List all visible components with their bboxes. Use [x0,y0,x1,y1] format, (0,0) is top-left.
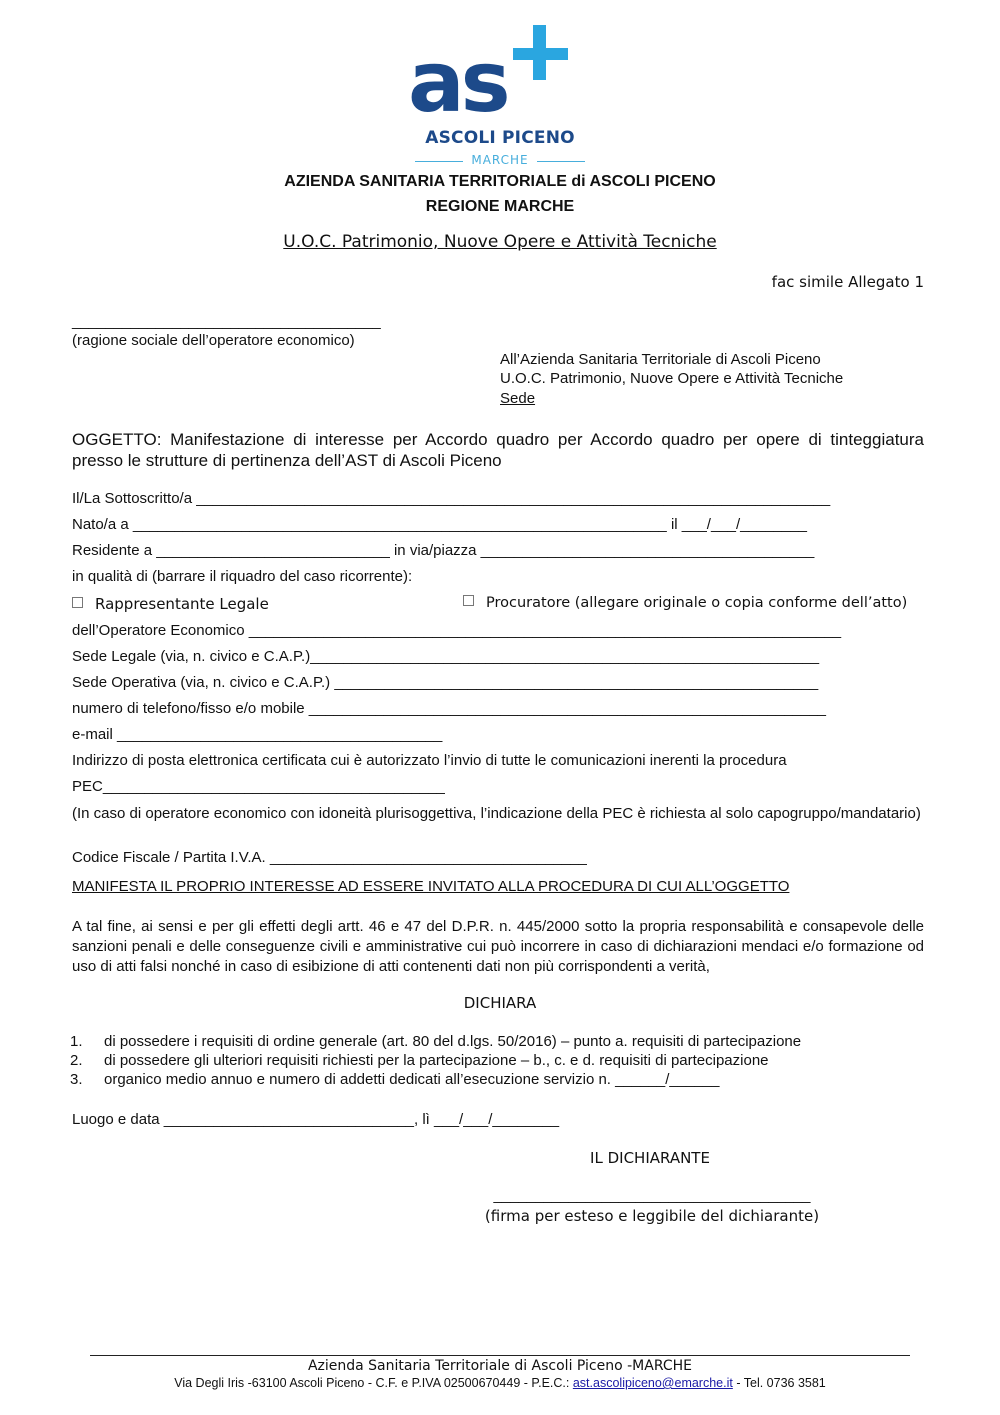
recipient-line2: U.O.C. Patrimonio, Nuove Opere e Attività Tecniche [500,370,844,387]
checkbox-procuratore[interactable] [463,595,474,606]
pec-note: (In caso di operatore economico con idoneità plurisoggettiva, l’indicazione della PEC è richiesta al solo capogruppo/mandatario) [72,805,921,822]
logo-name: ASCOLI PICENO [425,128,575,148]
sender-blank[interactable]: _____________________________________ [72,313,381,330]
field-sottoscritto[interactable]: Il/La Sottoscritto/a ____________________________________________________________________________ [72,490,831,507]
org-title: AZIENDA SANITARIA TERRITORIALE di ASCOLI PICENO [284,173,716,190]
field-nato[interactable]: Nato/a a ________________________________________________________________ il ___/___/________ [72,516,807,533]
declaration-item: 2. di possedere gli ulteriori requisiti richiesti per la partecipazione – b., c. e d. requisiti di partecipazione [70,1052,769,1069]
footer-contacts: Via Degli Iris -63100 Ascoli Piceno - C.F. e P.IVA 02500670449 - P.E.C.: ast.ascolipiceno@emarche.it - Tel. 0736 3581 [174,1376,826,1390]
declaration-item: 1. di possedere i requisiti di ordine generale (art. 80 del d.lgs. 50/2016) – punto a. requisiti di partecipazione [70,1033,802,1050]
footer-org: Azienda Sanitaria Territoriale di Ascoli Piceno -MARCHE [307,1358,693,1374]
declaration-intro: A tal fine, ai sensi e per gli effetti degli artt. 46 e 47 del D.P.R. n. 445/2000 sotto la propria responsabilità e consapevole delle sanzioni penali e delle conseguenze civili e amministrative cui può incorrere in caso di dichiarazioni mendaci e/o formazione od uso di atti falsi nonché in caso di esibizione di atti contenenti dati non più corrispondenti a verità, [72,918,924,975]
field-sede-legale[interactable]: Sede Legale (via, n. civico e C.A.P.)_____________________________________________________________ [72,648,820,665]
field-cf-piva[interactable]: Codice Fiscale / Partita I.V.A. ______________________________________ [72,849,587,866]
department-title: U.O.C. Patrimonio, Nuove Opere e Attività Tecniche [283,232,717,252]
sender-caption: (ragione sociale dell’operatore economico) [72,332,355,349]
checkbox-legale[interactable] [72,597,83,608]
footer-pec-link[interactable]: ast.ascolipiceno@emarche.it [572,1376,733,1390]
dichiara-heading: DICHIARA [463,994,537,1012]
field-qualita-label: in qualità di (barrare il riquadro del caso ricorrente): [72,568,413,585]
declaration-item[interactable]: 3. organico medio annuo e numero di addetti dedicati all’esecuzione servizio n. ______/______ [70,1071,720,1088]
field-residente[interactable]: Residente a ____________________________ in via/piazza ________________________________________ [72,542,815,559]
field-email[interactable]: e-mail _______________________________________ [72,726,443,743]
field-pec[interactable]: PEC_________________________________________ [72,778,445,795]
field-place-date[interactable]: Luogo e data ______________________________, lì ___/___/________ [72,1111,560,1128]
option-procuratore-label: Procuratore (allegare originale o copia conforme dell’atto) [486,595,908,611]
footer-divider [90,1355,910,1356]
logo-rule-right [537,161,585,162]
logo-region: MARCHE [471,153,529,167]
option-legale[interactable] [72,595,269,613]
recipient-line3: Sede [500,390,536,407]
manifesta-heading: MANIFESTA IL PROPRIO INTERESSE AD ESSERE INVITATO ALLA PROCEDURA DI CUI ALL’OGGETTO [72,878,790,895]
logo-cross-icon-bar [513,48,568,60]
field-operatore[interactable]: dell’Operatore Economico _______________________________________________________________________ [72,622,842,639]
pec-intro: Indirizzo di posta elettronica certificata cui è autorizzato l’invio di tutte le comunicazioni inerenti la procedura [72,752,787,769]
signature-caption: (firma per esteso e leggibile del dichiarante) [484,1207,820,1225]
subject: OGGETTO: Manifestazione di interesse per Accordo quadro per Accordo quadro per opere di tinteggiatura presso le strutture di pertinenza dell’AST di Ascoli Piceno [72,430,924,470]
option-legale-label: Rappresentante Legale [95,595,269,613]
signature-blank[interactable]: ______________________________________ [493,1187,811,1204]
signature-title: IL DICHIARANTE [590,1149,710,1167]
attachment-label: fac simile Allegato 1 [771,273,924,291]
recipient-line1: All’Azienda Sanitaria Territoriale di Ascoli Piceno [500,351,821,368]
field-telefono[interactable]: numero di telefono/fisso e/o mobile ______________________________________________________________ [72,700,827,717]
field-sede-operativa[interactable]: Sede Operativa (via, n. civico e C.A.P.) __________________________________________________________ [72,674,819,691]
org-region: REGIONE MARCHE [425,198,575,215]
option-procuratore[interactable] [463,595,907,611]
ast-logo [400,15,600,175]
logo-mark: as [408,33,507,131]
